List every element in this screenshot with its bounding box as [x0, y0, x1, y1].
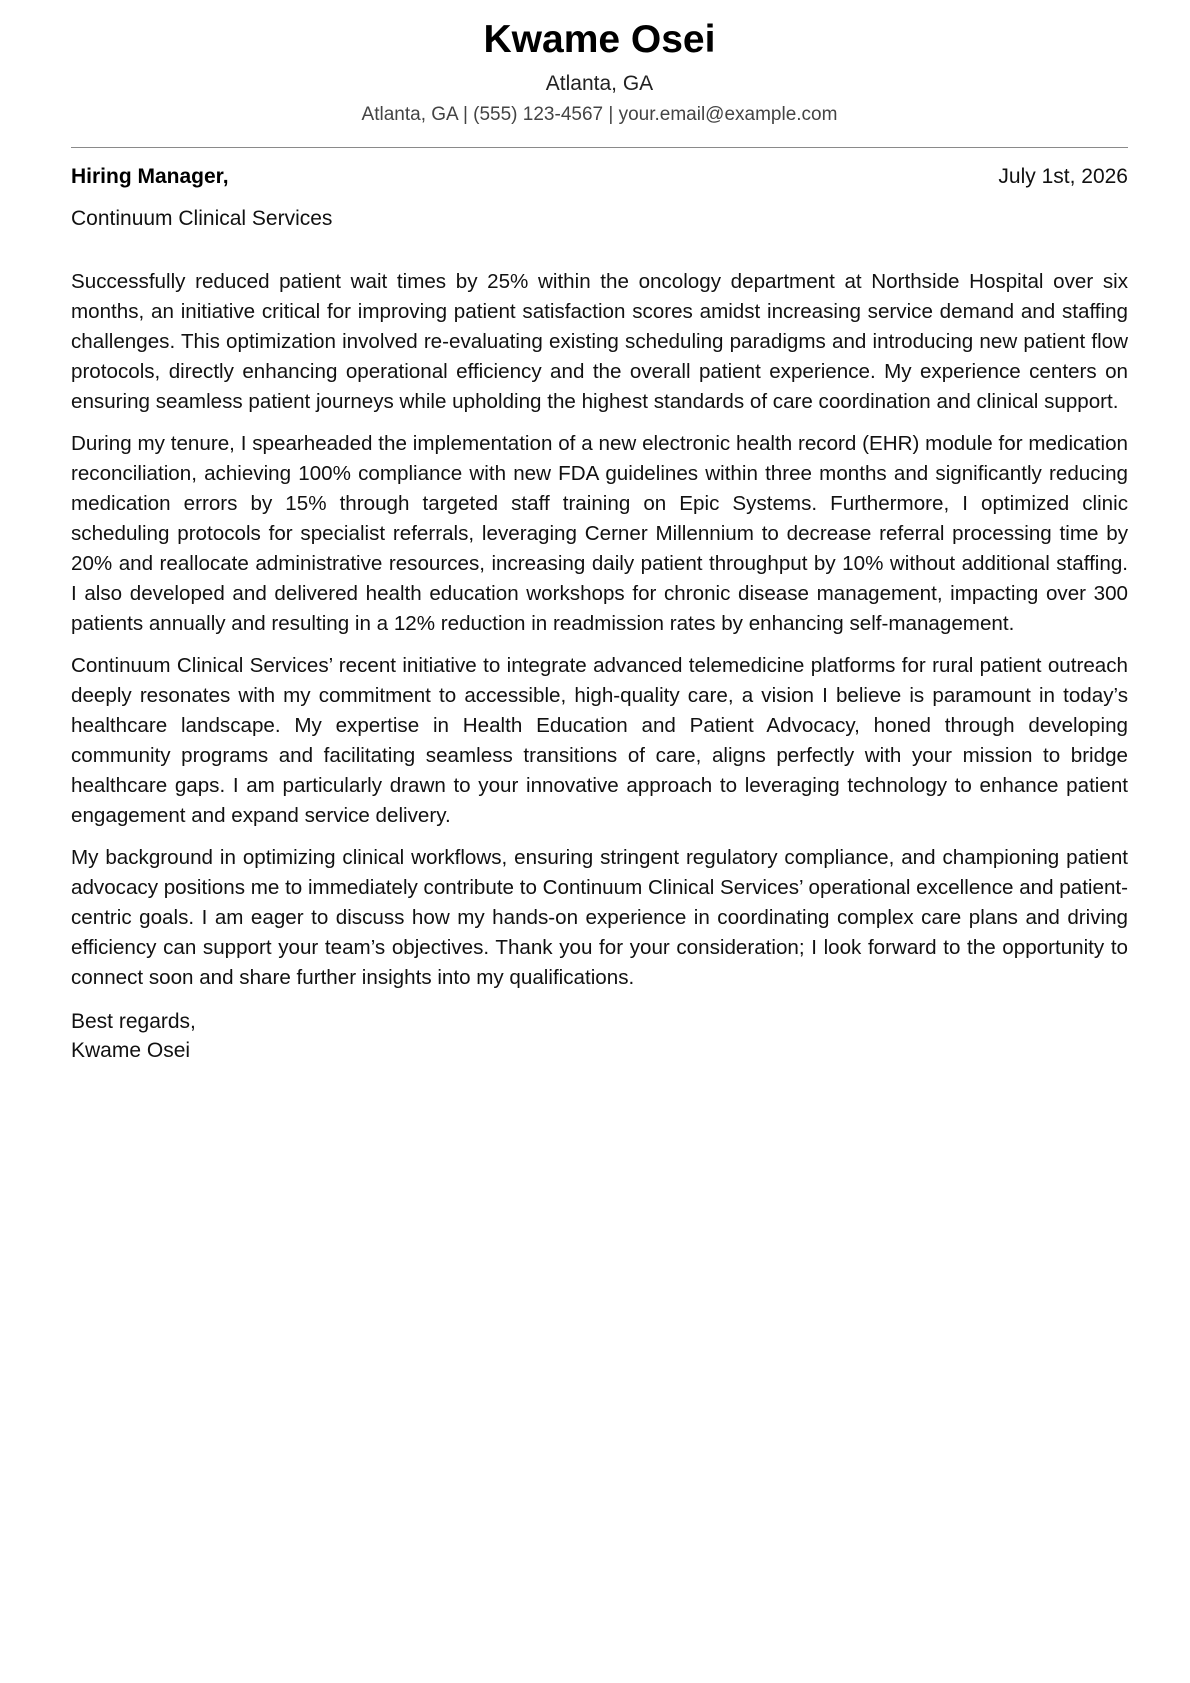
recipient-salutation: Hiring Manager,	[71, 165, 229, 188]
letter-date: July 1st, 2026	[998, 165, 1128, 188]
closing-phrase: Best regards,	[71, 1010, 196, 1033]
sender-name: Kwame Osei	[483, 18, 716, 61]
letter-closing	[71, 1007, 1128, 1065]
header-divider	[71, 147, 1128, 148]
body-paragraph-1: Successfully reduced patient wait times by 25% within the oncology department at Northside Hospital over six months, an initiative critical for improving patient satisfaction scores amidst increasing service demand and staffing challenges. This optimization involved re-evaluating existing scheduling paradigms and introducing new patient flow protocols, directly enhancing operational efficiency and the overall patient experience. My experience centers on ensuring seamless patient journeys while upholding the highest standards of care coordination and clinical support.	[71, 270, 1128, 413]
body-paragraph-3: Continuum Clinical Services’ recent initiative to integrate advanced telemedicine platforms for rural patient outreach deeply resonates with my commitment to accessible, high-quality care, a vision I believe is paramount in today’s healthcare landscape. My expertise in Health Education and Patient Advocacy, honed through developing community programs and facilitating seamless transitions of care, aligns perfectly with your mission to bridge healthcare gaps. I am particularly drawn to your innovative approach to leveraging technology to enhance patient engagement and expand service delivery.	[71, 654, 1128, 827]
body-paragraph-4: My background in optimizing clinical workflows, ensuring stringent regulatory compliance, and championing patient advocacy positions me to immediately contribute to Continuum Clinical Services’ operational excellence and patient-centric goals. I am eager to discuss how my hands-on experience in coordinating complex care plans and driving efficiency can support your team’s objectives. Thank you for your consideration; I look forward to the opportunity to connect soon and share further insights into my qualifications.	[71, 846, 1128, 989]
signature-name: Kwame Osei	[71, 1039, 191, 1062]
sender-contact-line: Atlanta, GA | (555) 123-4567 | your.email@example.com	[361, 104, 838, 125]
recipient-company: Continuum Clinical Services	[71, 207, 333, 230]
letter-body	[71, 267, 1128, 993]
letter-meta-row	[71, 163, 1128, 191]
body-paragraph-2: During my tenure, I spearheaded the implementation of a new electronic health record (EHR) module for medication reconciliation, achieving 100% compliance with new FDA guidelines within three months and significantly reducing medication errors by 15% through targeted staff training on Epic Systems. Furthermore, I optimized clinic scheduling protocols for specialist referrals, leveraging Cerner Millennium to decrease referral processing time by 20% and reallocate administrative resources, increasing daily patient throughput by 10% without additional staffing. I also developed and delivered health education workshops for chronic disease management, impacting over 300 patients annually and resulting in a 12% reduction in readmission rates by enhancing self-management.	[71, 432, 1128, 635]
letter-header	[71, 14, 1128, 128]
sender-location: Atlanta, GA	[545, 72, 654, 95]
